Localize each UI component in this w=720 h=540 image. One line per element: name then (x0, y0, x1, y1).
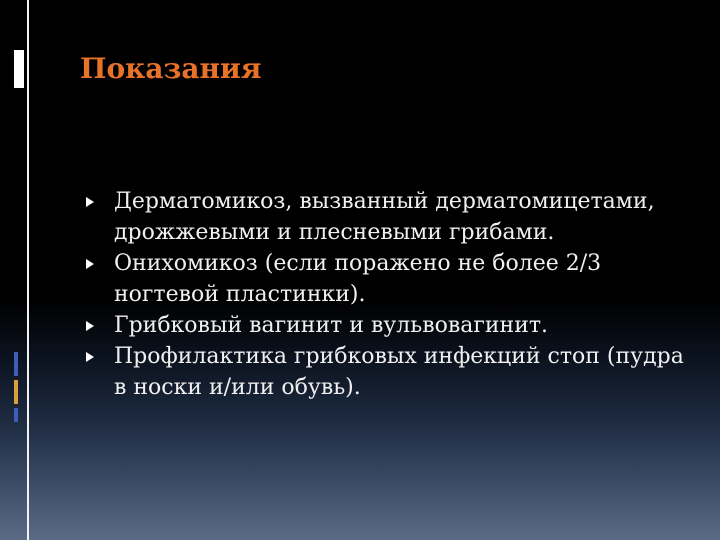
decorative-accent-gold (14, 380, 18, 404)
triangle-bullet-icon (86, 321, 94, 331)
slide-title: Показания (80, 52, 262, 85)
bullet-text: Дерматомикоз, вызванный дерматомицетами, дрожжевыми и плесневыми грибами. (114, 189, 655, 245)
bullet-item-1 (86, 186, 686, 248)
bullet-item-2 (86, 248, 686, 310)
triangle-bullet-icon (86, 352, 94, 362)
bullet-list (86, 186, 686, 403)
bullet-text: Онихомикоз (если поражено не более 2/3 ногтевой пластинки). (114, 251, 602, 307)
decorative-accent-blue-small (14, 408, 18, 422)
triangle-bullet-icon (86, 259, 94, 269)
decorative-line (27, 0, 29, 540)
triangle-bullet-icon (86, 197, 94, 207)
bullet-item-4 (86, 341, 686, 403)
bullet-item-3 (86, 310, 686, 341)
bullet-text: Профилактика грибковых инфекций стоп (пудра в носки и/или обувь). (114, 344, 684, 400)
bullet-text: Грибковый вагинит и вульвовагинит. (114, 313, 549, 338)
decorative-accent-blue (14, 352, 18, 376)
decorative-bar (14, 50, 24, 88)
